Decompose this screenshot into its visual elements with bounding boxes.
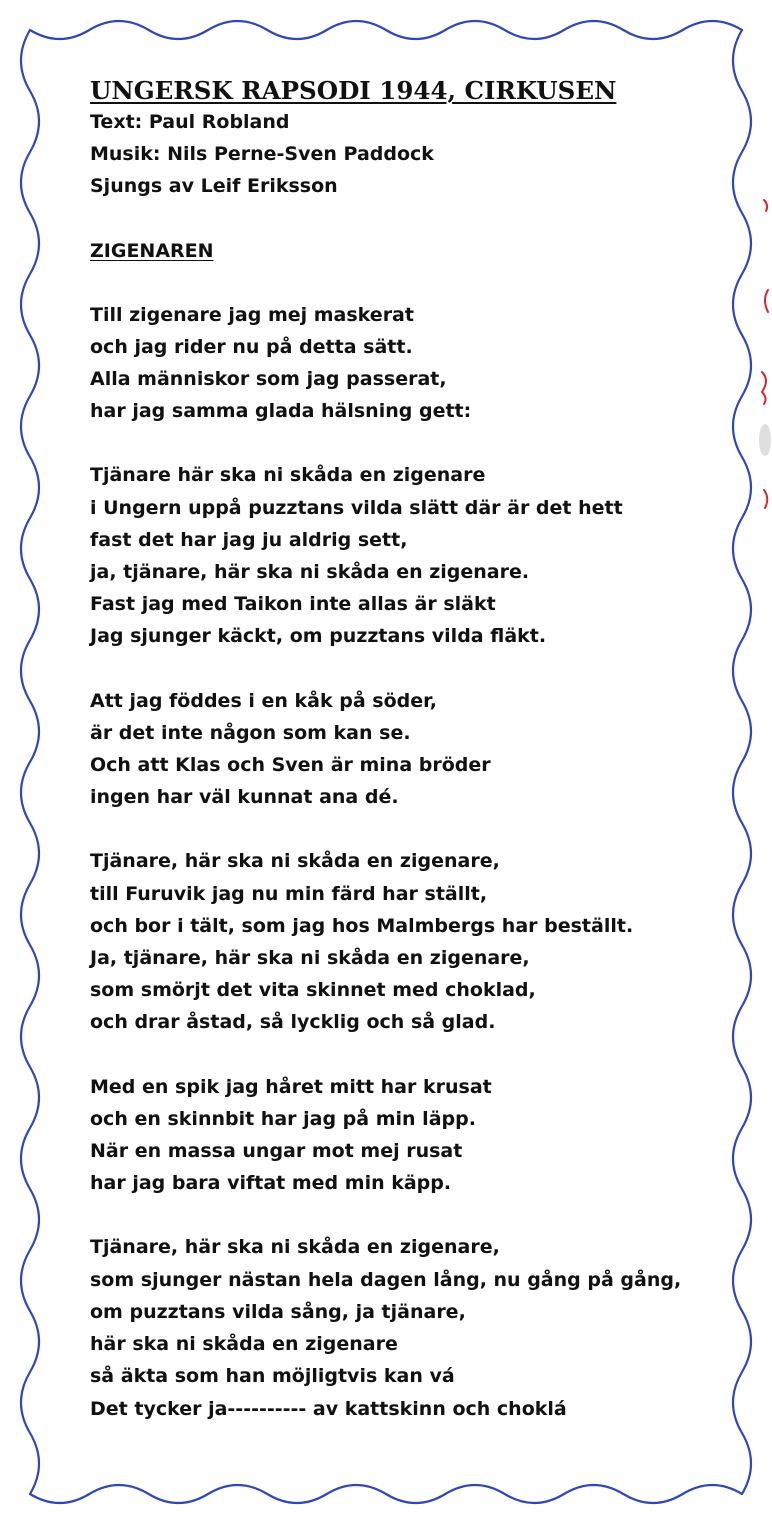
stanza-2 [90, 459, 730, 652]
lyric-line: som smörjt det vita skinnet med choklad, [90, 979, 536, 1002]
red-edge-mark [764, 490, 767, 508]
lyric-line: är det inte någon som kan se. [90, 721, 411, 744]
credit-singer: Sjungs av Leif Eriksson [90, 175, 338, 198]
red-edge-mark [765, 290, 768, 312]
stanza-1 [90, 299, 730, 428]
lyric-line: fast det har jag ju aldrig sett, [90, 528, 408, 551]
lyric-line: Jag sjunger käckt, om puzztans vilda fläkt. [90, 625, 547, 648]
lyric-line: har jag samma glada hälsning gett: [90, 400, 472, 423]
lyric-line: och jag rider nu på detta sätt. [90, 335, 413, 358]
lyric-line: Tjänare, här ska ni skåda en zigenare, [90, 850, 500, 873]
lyric-line: har jag bara viftat med min käpp. [90, 1172, 452, 1195]
lyric-line: och bor i tält, som jag hos Malmbergs har beställt. [90, 914, 634, 937]
credit-music: Musik: Nils Perne-Sven Paddock [90, 143, 434, 166]
lyric-line: som sjunger nästan hela dagen lång, nu gång på gång, [90, 1268, 682, 1291]
lyrics-body [90, 299, 730, 1425]
lyric-line: Tjänare här ska ni skåda en zigenare [90, 464, 486, 487]
stanza-4 [90, 845, 730, 1038]
lyric-line: Det tycker ja---------- av kattskinn och choklá [90, 1397, 567, 1420]
stanza-5 [90, 1071, 730, 1200]
lyric-line: ingen har väl kunnat ana dé. [90, 786, 399, 809]
lyric-line: Tjänare, här ska ni skåda en zigenare, [90, 1236, 500, 1259]
edge-scan-marks [759, 200, 771, 508]
lyric-line: till Furuvik jag nu min färd har ställt, [90, 882, 488, 905]
song-credits [90, 106, 730, 203]
red-edge-mark [764, 200, 767, 211]
lyric-line: och drar åstad, så lycklig och så glad. [90, 1011, 496, 1034]
lyric-line: i Ungern uppå puzztans vilda slätt där är det hett [90, 496, 623, 519]
section-heading: ZIGENAREN [90, 239, 214, 262]
lyric-line: Att jag föddes i en kåk på söder, [90, 689, 437, 712]
lyric-line: Fast jag med Taikon inte allas är släkt [90, 593, 496, 616]
lyric-line: så äkta som han möjligtvis kan vá [90, 1365, 455, 1388]
lyric-line: Alla människor som jag passerat, [90, 368, 447, 391]
gray-smudge [759, 424, 771, 456]
stanza-3 [90, 685, 730, 814]
lyric-line: och en skinnbit har jag på min läpp. [90, 1107, 476, 1130]
lyric-line: Med en spik jag håret mitt har krusat [90, 1075, 492, 1098]
stanza-6 [90, 1231, 730, 1424]
lyric-line: När en massa ungar mot mej rusat [90, 1140, 463, 1163]
lyric-line: om puzztans vilda sång, ja tjänare, [90, 1300, 466, 1323]
credit-text: Text: Paul Robland [90, 111, 290, 133]
song-title: UNGERSK RAPSODI 1944, CIRKUSEN [90, 76, 617, 105]
lyric-line: ja, tjänare, här ska ni skåda en zigenare. [90, 561, 530, 584]
lyric-line: här ska ni skåda en zigenare [90, 1333, 398, 1356]
lyric-line: Till zigenare jag mej maskerat [90, 303, 414, 326]
lyric-line: Och att Klas och Sven är mina bröder [90, 754, 491, 777]
lyrics-sheet [90, 76, 730, 1457]
red-edge-mark [762, 372, 766, 404]
lyric-line: Ja, tjänare, här ska ni skåda en zigenare, [90, 947, 530, 970]
